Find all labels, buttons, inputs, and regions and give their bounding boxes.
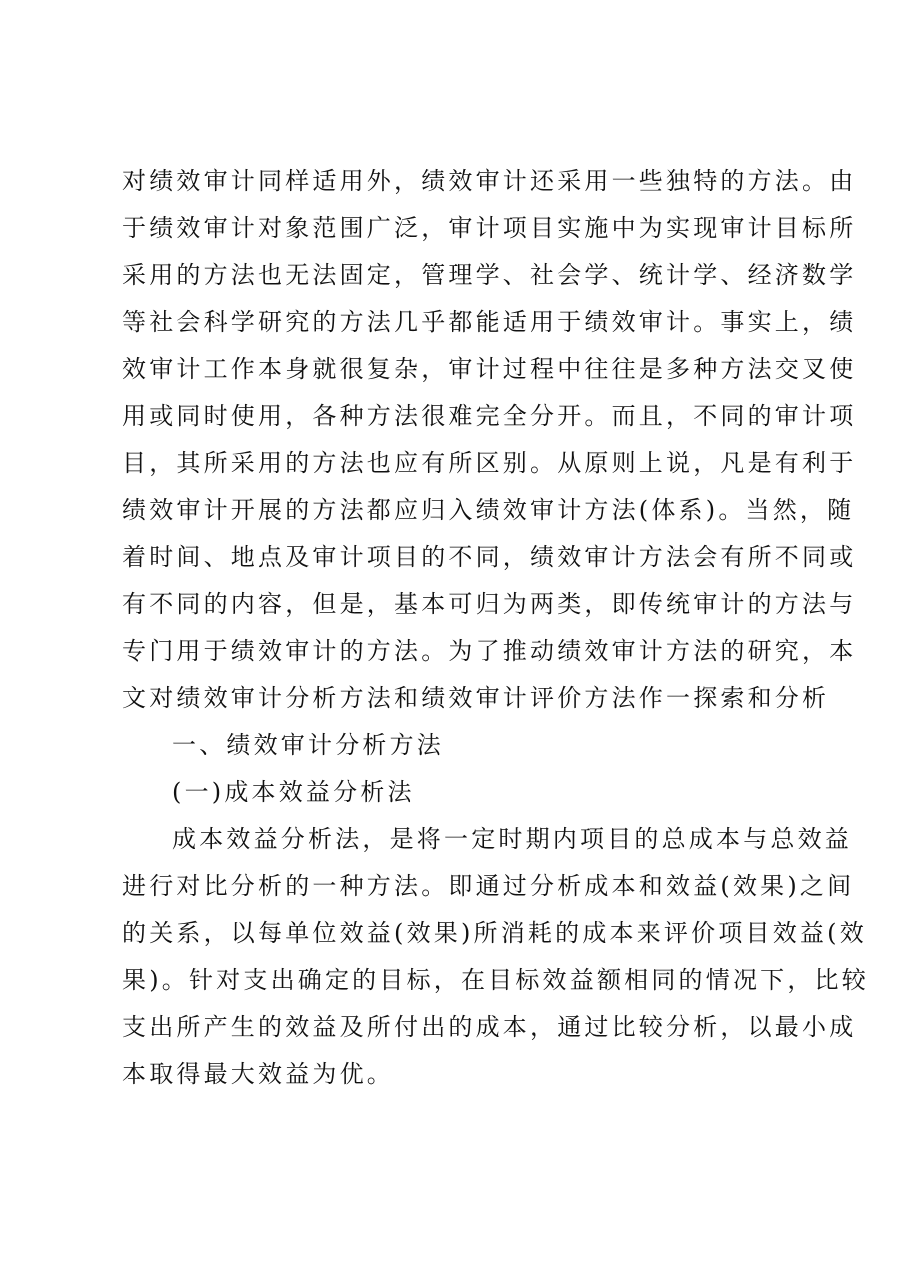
text-line: 的关系，以每单位效益(效果)所消耗的成本来评价项目效益(效 <box>122 919 867 947</box>
body-paragraph <box>122 816 869 1098</box>
text-line: 绩效审计开展的方法都应归入绩效审计方法(体系)。当然，随 <box>122 496 855 524</box>
text-line: 用或同时使用，各种方法很难完全分开。而且，不同的审计项 <box>122 402 857 430</box>
text-line: 等社会科学研究的方法几乎都能适用于绩效审计。事实上，绩 <box>122 308 857 336</box>
subsection-heading: (一)成本效益分析法 <box>172 778 415 806</box>
text-line: 目，其所采用的方法也应有所区别。从原则上说，凡是有利于 <box>122 449 857 477</box>
text-line: 效审计工作本身就很复杂，审计过程中往往是多种方法交叉使 <box>122 355 857 383</box>
text-line: 有不同的内容，但是，基本可归为两类，即传统审计的方法与 <box>122 590 857 618</box>
text-line: 本取得最大效益为优。 <box>122 1060 394 1088</box>
text-line: 支出所产生的效益及所付出的成本，通过比较分析，以最小成 <box>122 1013 857 1041</box>
text-line: 进行对比分析的一种方法。即通过分析成本和效益(效果)之间 <box>122 872 855 900</box>
text-line: 采用的方法也无法固定，管理学、社会学、统计学、经济数学 <box>122 261 857 289</box>
text-line: 成本效益分析法，是将一定时期内项目的总成本与总效益 <box>172 825 852 853</box>
text-line: 着时间、地点及审计项目的不同，绩效审计方法会有所不同或 <box>122 543 857 571</box>
text-line: 专门用于绩效审计的方法。为了推动绩效审计方法的研究，本 <box>122 637 857 665</box>
intro-paragraph <box>122 158 857 722</box>
text-line: 文对绩效审计分析方法和绩效审计评价方法作一探索和分析 <box>122 684 830 712</box>
section-heading: 一、绩效审计分析方法 <box>172 731 444 759</box>
document-text <box>122 158 869 1098</box>
text-line: 于绩效审计对象范围广泛，审计项目实施中为实现审计目标所 <box>122 214 857 242</box>
text-line: 对绩效审计同样适用外，绩效审计还采用一些独特的方法。由 <box>122 167 857 195</box>
text-line: 果)。针对支出确定的目标，在目标效益额相同的情况下，比较 <box>122 966 869 994</box>
